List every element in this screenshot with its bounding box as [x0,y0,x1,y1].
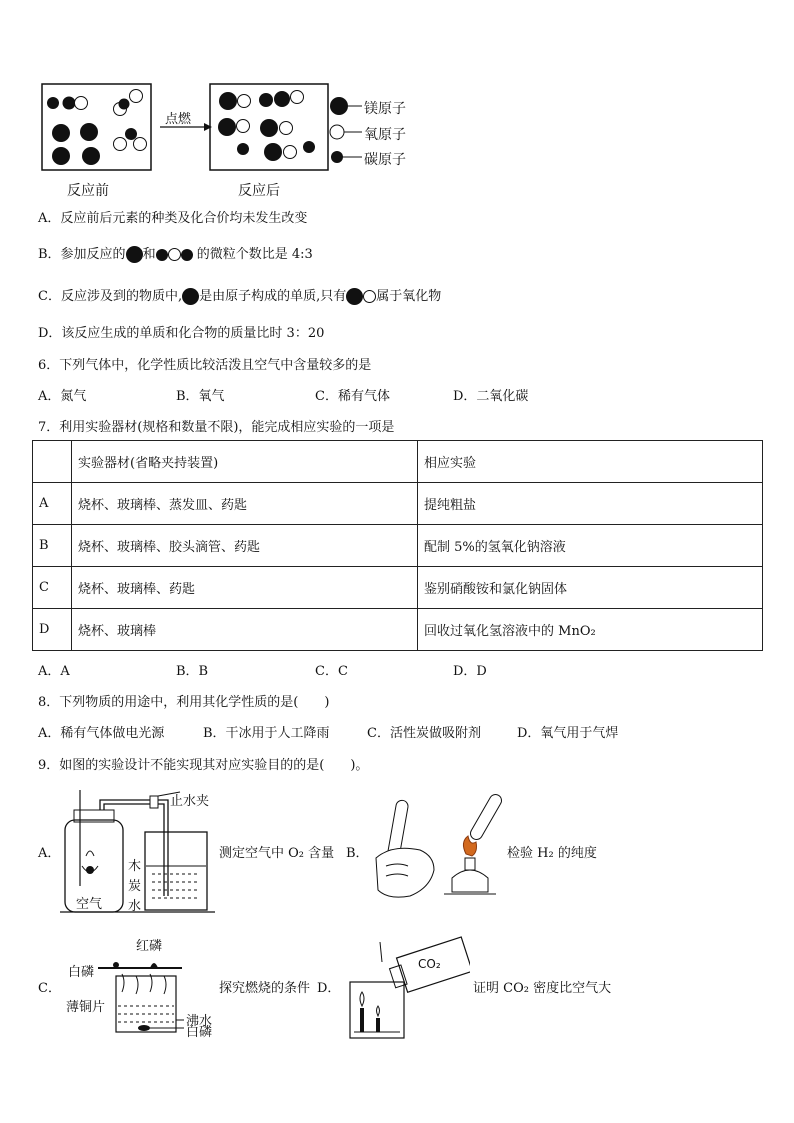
q6-option-a: A．氮气 [38,389,87,404]
table-header-cell: 相应实验 [418,441,763,483]
q5-c-post: 属于氧化物 [376,289,442,304]
table-cell: D [33,609,72,651]
q9-stem: 9．如图的实验设计不能实现其对应实验目的的是( )。 [38,758,369,773]
magnesium-atom-icon [126,246,143,263]
carbon-atom-icon [181,249,193,261]
q7-stem: 7．利用实验器材(规格和数量不限)，能完成相应实验的一项是 [38,420,395,435]
table-row [33,567,763,609]
magnesium-atom [52,124,70,142]
q9-b-letter: B． [346,846,369,861]
carbon-atom [237,143,249,155]
table-header-row [33,441,763,483]
table-cell: 烧杯、玻璃棒、胶头滴管、药匙 [72,525,418,567]
oxygen-atom [75,97,88,110]
carbon-atom [119,99,130,110]
q9-a-letter: A． [38,846,61,861]
legend-carbon: 碳原子 [364,152,406,168]
fig-a-label-wood: 木 [128,859,142,874]
oxygen-atom-icon [168,248,181,261]
legend-oxygen-symbol [330,125,344,139]
q9-b-text: 检验 H₂ 的纯度 [507,846,597,861]
q5-option-d: D．该反应生成的单质和化合物的质量比时 3：20 [38,326,325,341]
table-row [33,525,763,567]
after-label: 反应后 [238,183,280,199]
fig-a-label-water: 水 [128,899,142,914]
legend-carbon-symbol [331,151,343,163]
fig-c-label-boiling-water: 沸水 [186,1014,213,1029]
table-cell: 提纯粗盐 [418,483,763,525]
q7-option-a: A．A [38,664,70,679]
table-header-cell: 实验器材(省略夹持装置) [72,441,418,483]
table-row [33,483,763,525]
oxygen-atom [134,138,147,151]
q7-option-c: C．C [315,664,348,679]
carbon-atom [47,97,59,109]
legend-magnesium: 镁原子 [364,101,406,117]
apparatus-figure-d [340,934,470,1044]
magnesium-atom [264,143,282,161]
oxygen-atom [114,138,127,151]
magnesium-atom [218,118,236,136]
q8-stem: 8．下列物质的用途中，利用其化学性质的是( ) [38,695,330,710]
fig-a-label-air: 空气 [76,897,103,912]
fig-c-label-white-phosphorus-bottom: 白磷 [186,1025,213,1040]
oxygen-atom-icon [363,290,376,303]
q5-option-b [38,243,313,263]
before-label: 反应前 [67,183,109,199]
fig-c-label-red-phosphorus: 红磷 [136,939,163,954]
fig-a-label-clamp: 止水夹 [170,794,210,809]
q7-option-b: B．B [176,664,209,679]
q5-b-mid: 和 [142,247,156,262]
oxygen-atom [284,146,297,159]
oxygen-atom [237,120,250,133]
q6-option-b: B．氧气 [176,389,225,404]
table-cell: C [33,567,72,609]
q9-c-text: 探究燃烧的条件 [219,981,311,996]
table-header-cell [33,441,72,483]
magnesium-atom-icon [346,288,363,305]
legend-oxygen: 氧原子 [364,127,406,143]
oxygen-atom [130,90,143,103]
q5-c-mid: 是由原子构成的单质,只有 [199,289,347,304]
table-cell: B [33,525,72,567]
carbon-atom [125,128,137,140]
fig-c-label-copper: 薄铜片 [66,1000,106,1015]
q5-b-post: 的微粒个数比是 4:3 [196,247,313,262]
magnesium-atom [260,119,278,137]
magnesium-atom [259,93,273,107]
magnesium-atom [80,123,98,141]
q8-option-b: B．干冰用于人工降雨 [203,726,330,741]
apparatus-figure-b [372,792,507,910]
table-cell: A [33,483,72,525]
magnesium-atom [274,91,290,107]
fig-c-label-white-phosphorus-top: 白磷 [68,965,95,980]
q6-stem: 6．下列气体中，化学性质比较活泼且空气中含量较多的是 [38,358,372,373]
q5-c-pre: C．反应涉及到的物质中, [38,289,183,304]
q5-option-c [38,285,441,305]
arrow-label: 点燃 [165,112,192,127]
q9-d-text: 证明 CO₂ 密度比空气大 [473,981,612,996]
q8-option-a: A．稀有气体做电光源 [38,726,165,741]
q9-d-letter: D． [317,981,341,996]
q7-option-d: D．D [453,664,487,679]
q6-option-d: D．二氧化碳 [453,389,529,404]
magnesium-atom-icon [182,288,199,305]
q7-table [32,440,763,651]
q8-option-c: C．活性炭做吸附剂 [367,726,481,741]
oxygen-atom [63,97,76,110]
q6-option-c: C．稀有气体 [315,389,390,404]
q5-b-pre: B．参加反应的 [38,247,126,262]
table-cell: 烧杯、玻璃棒 [72,609,418,651]
table-cell: 烧杯、玻璃棒、药匙 [72,567,418,609]
fig-a-label-carbon: 炭 [128,879,142,894]
carbon-atom [303,141,315,153]
oxygen-atom [291,91,304,104]
legend-magnesium-symbol [330,97,348,115]
magnesium-atom [82,147,100,165]
q5-option-a: A．反应前后元素的种类及化合价均未发生改变 [38,211,308,226]
table-cell: 回收过氧化氢溶液中的 MnO₂ [418,609,763,651]
q9-c-letter: C． [38,981,61,996]
table-cell: 烧杯、玻璃棒、蒸发皿、药匙 [72,483,418,525]
carbon-atom-icon [156,249,168,261]
table-cell: 鉴别硝酸铵和氯化钠固体 [418,567,763,609]
table-cell: 配制 5%的氢氧化钠溶液 [418,525,763,567]
magnesium-atom [52,147,70,165]
q8-option-d: D．氧气用于气焊 [517,726,619,741]
magnesium-atom [219,92,237,110]
fig-d-label-co2: CO₂ [418,957,441,971]
q9-a-text: 测定空气中 O₂ 含量 [219,846,335,861]
table-row [33,609,763,651]
oxygen-atom [238,95,251,108]
oxygen-atom [280,122,293,135]
